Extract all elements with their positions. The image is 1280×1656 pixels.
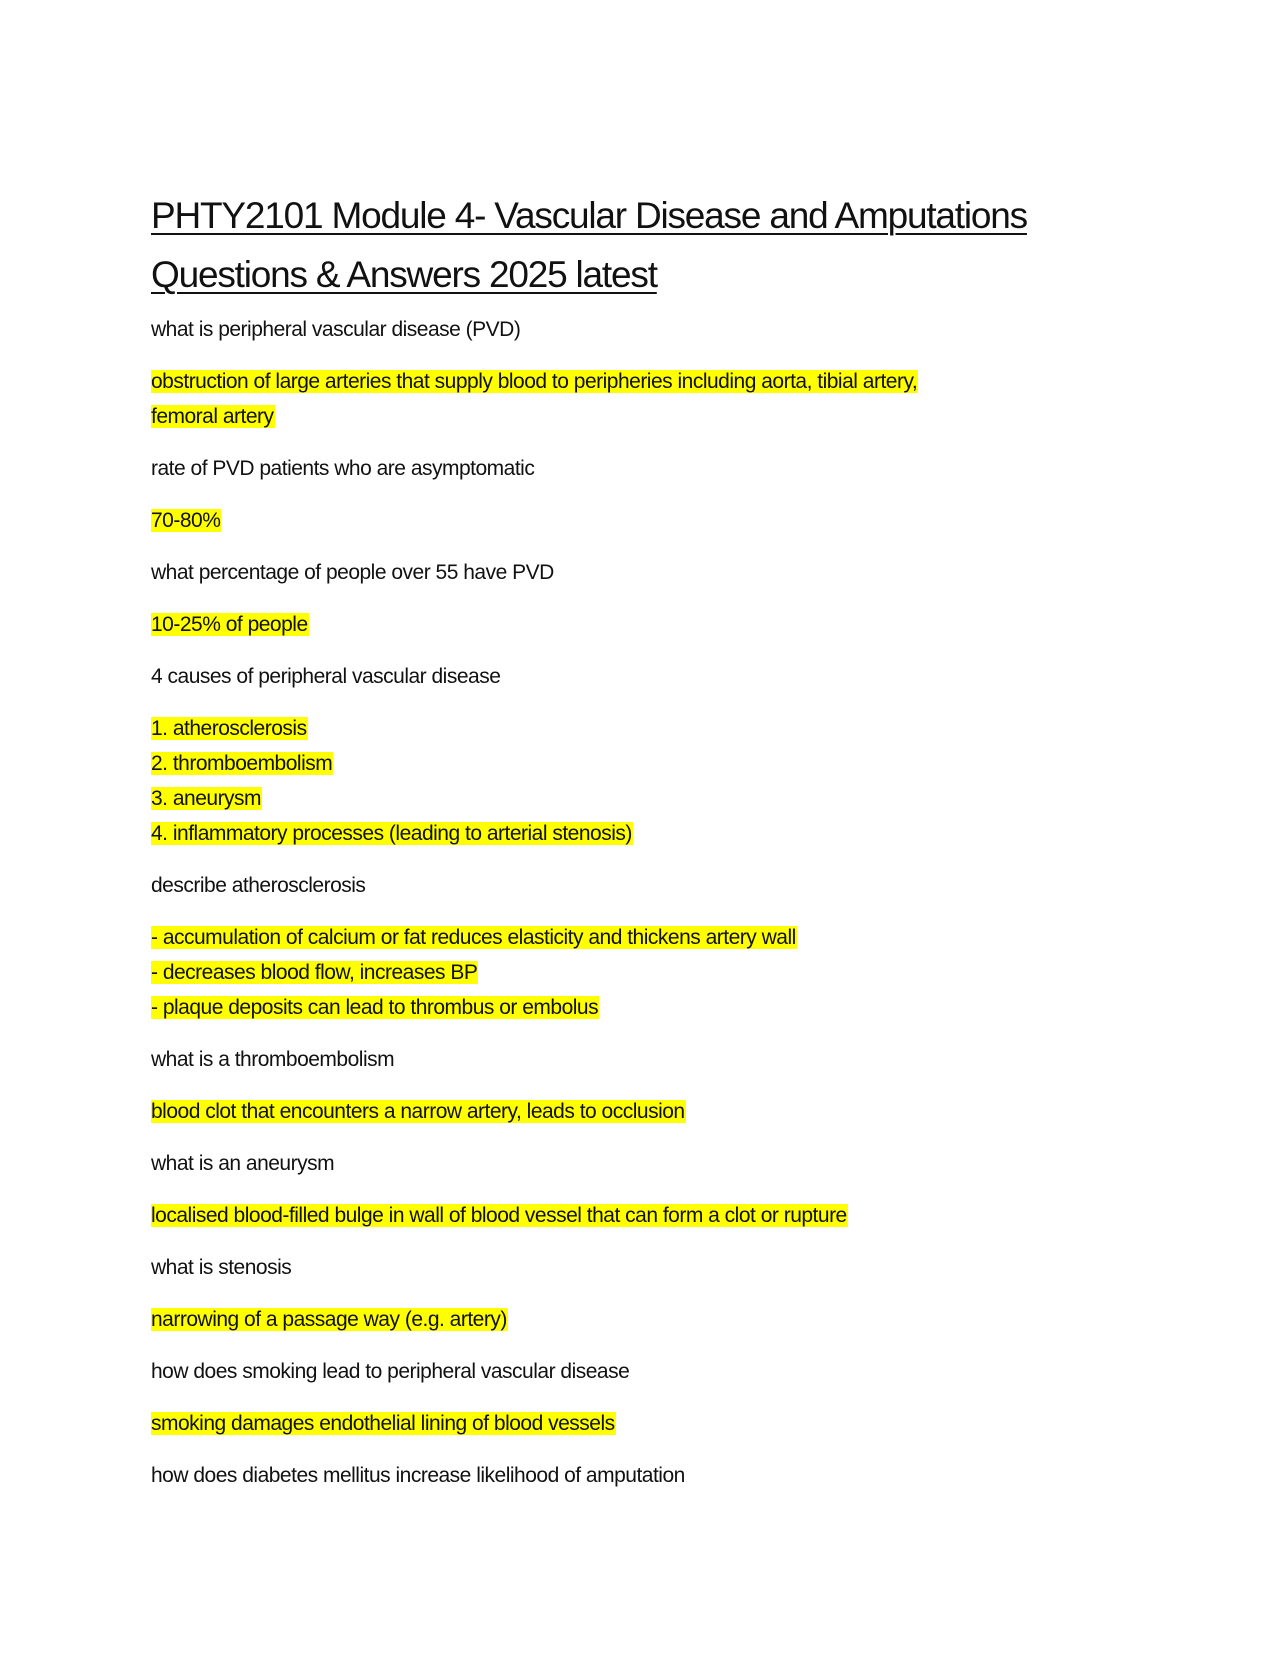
highlighted-text: 4. inflammatory processes (leading to arterial stenosis) <box>151 822 632 845</box>
answer <box>151 1198 1151 1233</box>
highlighted-text: - decreases blood flow, increases BP <box>151 961 478 984</box>
question: what is a thromboembolism <box>151 1048 395 1071</box>
answer <box>151 1094 1151 1129</box>
highlighted-text: - plaque deposits can lead to thrombus or embolus <box>151 996 599 1019</box>
document-page <box>151 186 1151 1510</box>
answer-line <box>151 503 1151 538</box>
qa-list <box>151 312 1151 1493</box>
answer <box>151 607 1151 642</box>
question: how does diabetes mellitus increase likelihood of amputation <box>151 1464 685 1487</box>
highlighted-text: 70-80% <box>151 509 221 532</box>
question: what is peripheral vascular disease (PVD) <box>151 318 521 341</box>
question: describe atherosclerosis <box>151 874 366 897</box>
answer <box>151 503 1151 538</box>
answer-line <box>151 816 1151 851</box>
answer-line <box>151 364 1151 399</box>
answer <box>151 1406 1151 1441</box>
highlighted-text: 1. atherosclerosis <box>151 717 307 740</box>
highlighted-text: localised blood-filled bulge in wall of blood vessel that can form a clot or rupture <box>151 1204 847 1227</box>
document-title <box>151 186 1151 304</box>
question: what is stenosis <box>151 1256 292 1279</box>
answer-line <box>151 711 1151 746</box>
answer-line <box>151 607 1151 642</box>
highlighted-text: blood clot that encounters a narrow artery, leads to occlusion <box>151 1100 685 1123</box>
answer <box>151 920 1151 1025</box>
question: what percentage of people over 55 have PVD <box>151 561 554 584</box>
answer-line <box>151 1406 1151 1441</box>
question: how does smoking lead to peripheral vascular disease <box>151 1360 630 1383</box>
highlighted-text: 10-25% of people <box>151 613 308 636</box>
question: 4 causes of peripheral vascular disease <box>151 665 501 688</box>
highlighted-text: obstruction of large arteries that supply blood to peripheries including aorta, tibial artery, <box>151 370 918 393</box>
answer <box>151 1302 1151 1337</box>
answer-line <box>151 1302 1151 1337</box>
title-line: PHTY2101 Module 4- Vascular Disease and Amputations <box>151 195 1027 236</box>
answer-line <box>151 990 1151 1025</box>
answer <box>151 364 1151 434</box>
title-line: Questions & Answers 2025 latest <box>151 254 657 295</box>
answer-line <box>151 1094 1151 1129</box>
highlighted-text: 3. aneurysm <box>151 787 262 810</box>
answer-line <box>151 399 1151 434</box>
highlighted-text: smoking damages endothelial lining of blood vessels <box>151 1412 615 1435</box>
question: rate of PVD patients who are asymptomatic <box>151 457 535 480</box>
answer-line <box>151 746 1151 781</box>
answer-line <box>151 920 1151 955</box>
highlighted-text: 2. thromboembolism <box>151 752 333 775</box>
answer-line <box>151 1198 1151 1233</box>
highlighted-text: narrowing of a passage way (e.g. artery) <box>151 1308 507 1331</box>
answer <box>151 711 1151 851</box>
highlighted-text: femoral artery <box>151 405 274 428</box>
highlighted-text: - accumulation of calcium or fat reduces elasticity and thickens artery wall <box>151 926 796 949</box>
answer-line <box>151 955 1151 990</box>
answer-line <box>151 781 1151 816</box>
question: what is an aneurysm <box>151 1152 335 1175</box>
